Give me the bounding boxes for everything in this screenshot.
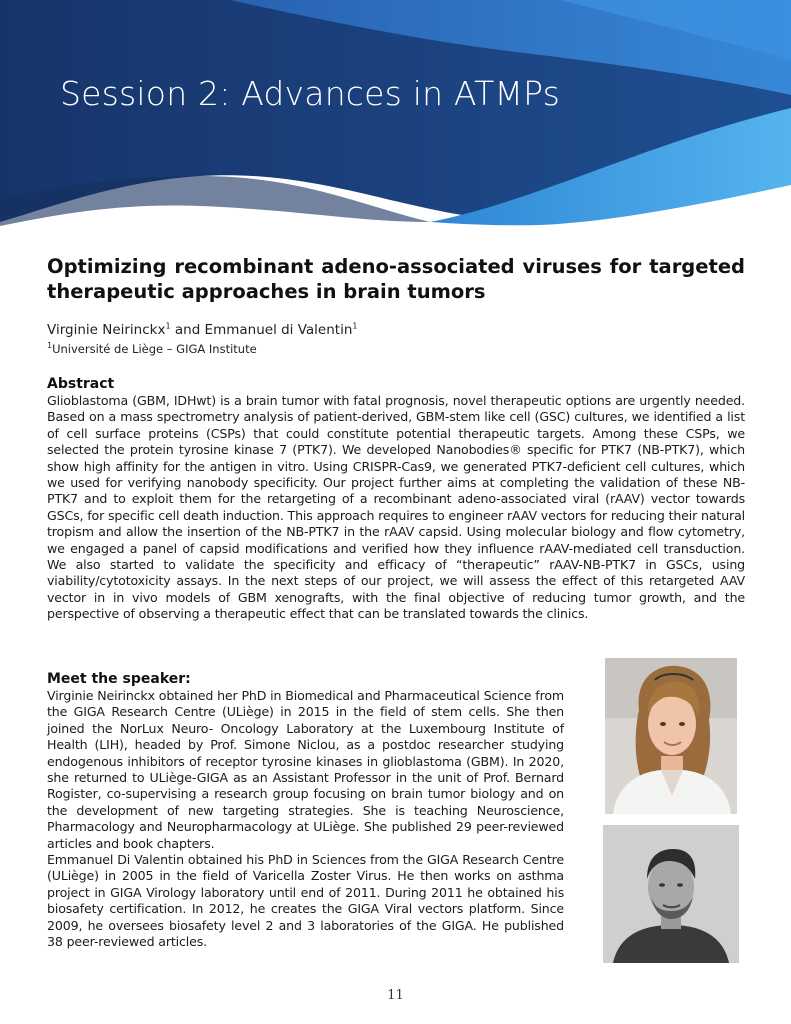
session-title: Session 2: Advances in ATMPs (60, 74, 561, 113)
affiliation-mark: 1 (47, 341, 53, 351)
speaker-photo-di-valentin (603, 825, 739, 963)
abstract-heading: Abstract (47, 376, 115, 392)
speaker-bio-di-valentin: Emmanuel Di Valentin obtained his PhD in Sciences from the GIGA Research Centre (ULiège) in 2005 in the field of Varicella Zoster Virus. He then works on asthma project in GIGA Virology laboratory until end of 2011. During 2011 he obtained his biosafety certification. In 2012, he creates the GIGA Viral vectors platform. Since 2009, he oversees biosafety level 2 and 3 laboratories of the GIGA. He published 38 peer-reviewed articles. (47, 852, 564, 950)
paper-title: Optimizing recombinant adeno-associated viruses for targeted therapeutic approaches in brain tumors (47, 255, 745, 303)
authors-line (47, 322, 358, 338)
header-banner (0, 0, 791, 240)
author-2: and Emmanuel di Valentin (174, 322, 353, 338)
author-2-affiliation-mark: 1 (352, 321, 358, 331)
author-1: Virginie Neirinckx (47, 322, 166, 338)
speaker-bios (47, 688, 564, 951)
speaker-bio-neirinckx: Virginie Neirinckx obtained her PhD in Biomedical and Pharmaceutical Science from the GIGA Research Centre (ULiège) in 2015 in the field of stem cells. She then joined the NorLux Neuro- Oncology Laboratory at the Luxembourg Institute of Health (LIH), headed by Prof. Simone Niclou, as a postdoc researcher studying endogenous inhibitors of receptor tyrosine kinases in glioblastoma (GBM). In 2020, she returned to ULiège-GIGA as an Assistant Professor in the unit of Prof. Bernard Rogister, co-supervising a research group focusing on brain tumor biology and on the development of new targeting strategies. She is teaching Neuroscience, Pharmacology and Neuropharmacology at ULiège. She published 29 peer-reviewed articles and book chapters. (47, 688, 564, 851)
affiliation-line (47, 342, 257, 356)
abstract-text: Glioblastoma (GBM, IDHwt) is a brain tumor with fatal prognosis, novel therapeutic options are urgently needed. Based on a mass spectrometry analysis of patient-derived, GBM-stem like cell (GSC) cultures, we identified a list of cell surface proteins (CSPs) that could constitute potential therapeutic targets. Among these CSPs, we selected the protein tyrosine kinase 7 (PTK7). We developed Nanobodies® specific for PTK7 (NB-PTK7), which show high affinity for the antigen in vitro. Using CRISPR-Cas9, we generated PTK7-deficient cell cultures, which we used for verifying nanobody specificity. Our project further aims at completing the validation of these NB-PTK7 and to exploit them for the retargeting of a recombinant adeno-associated viral (rAAV) vector towards GSCs, for specific cell death induction. This approach requires to engineer rAAV vectors for reducing their natural tropism and allow the insertion of the NB-PTK7 in the rAAV capsid. Using molecular biology and flow cytometry, we engaged a panel of capsid modifications and verified how they influence rAAV-mediated cell transduction. We also started to validate the specificity and efficacy of “therapeutic” rAAV-NB-PTK7 in GSCs, using viability/cytotoxicity assays. In the next steps of our project, we will assess the effect of this retargeted AAV vector in in vivo models of GBM xenografts, with the final objective of reducing tumor growth, and the perspective of observing a therapeutic effect that can be translated towards the clinics. (47, 393, 745, 622)
wave-banner-graphic (0, 0, 791, 240)
speaker-heading: Meet the speaker: (47, 671, 191, 687)
author-1-affiliation-mark: 1 (165, 321, 171, 331)
affiliation: Université de Liège – GIGA Institute (52, 342, 257, 356)
page-number: 11 (387, 988, 404, 1003)
speaker-photo-neirinckx (605, 658, 737, 814)
